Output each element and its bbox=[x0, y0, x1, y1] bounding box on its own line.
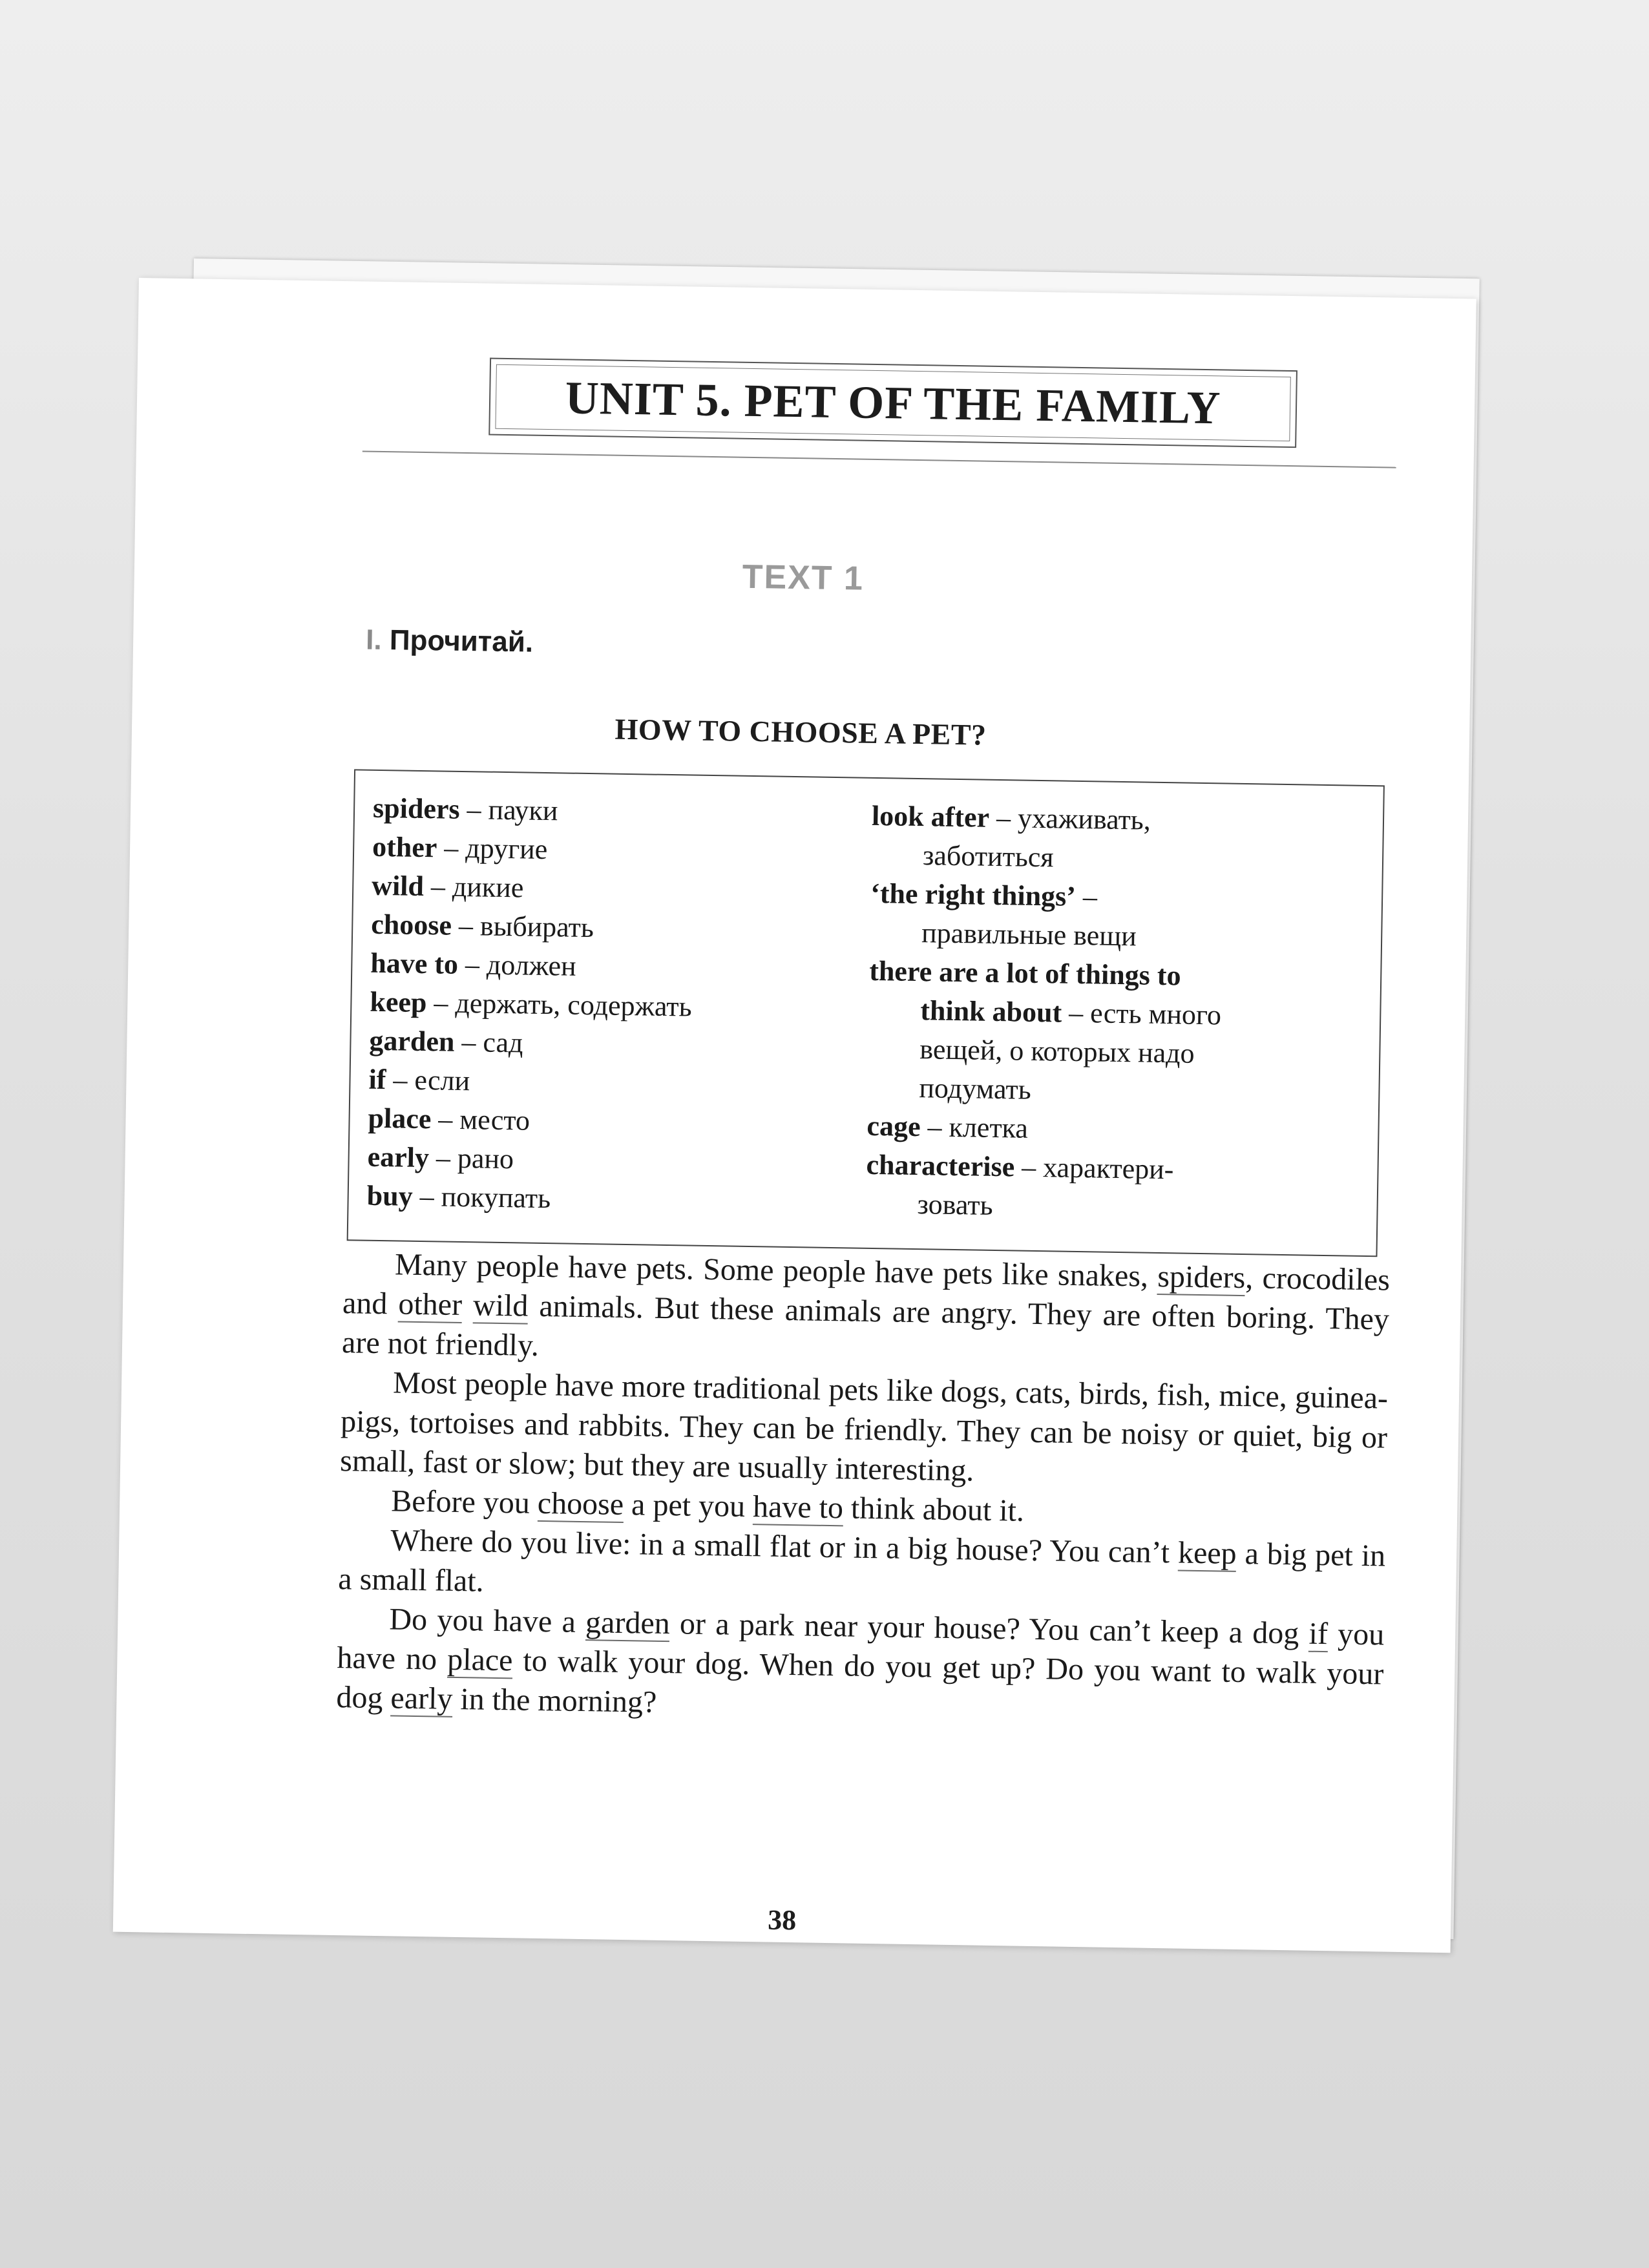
text-run: Where do you live: in a small flat or in a big house? You can’t bbox=[390, 1523, 1179, 1570]
vocabulary-box bbox=[347, 769, 1385, 1257]
vocab-entry-continuation bbox=[865, 1184, 1363, 1231]
vocab-entry bbox=[366, 1177, 858, 1223]
vocab-translation: – место bbox=[430, 1103, 530, 1137]
vocab-translation: – сад bbox=[454, 1025, 523, 1059]
text-run: Many people have pets. Some people have pets like snakes, bbox=[394, 1247, 1158, 1294]
vocab-word: buy bbox=[366, 1179, 414, 1212]
vocab-translation: – пауки bbox=[459, 793, 558, 827]
underlined-word: have to bbox=[752, 1489, 844, 1526]
text-run: Before you bbox=[390, 1484, 538, 1520]
vocab-word: choose bbox=[370, 908, 452, 941]
vocab-translation: – если bbox=[386, 1064, 470, 1097]
unit-title: UNIT 5. PET OF THE FAMILY bbox=[565, 371, 1221, 434]
vocab-translation: – рано bbox=[428, 1142, 514, 1175]
reading-text bbox=[336, 1244, 1390, 1733]
text-run: you have no bbox=[337, 1617, 1385, 1677]
text-run: to walk your dog. When do you get up? Do you want to walk your dog bbox=[336, 1643, 1384, 1716]
vocab-word: ‘the right things’ bbox=[870, 877, 1077, 912]
vocab-word: other bbox=[372, 830, 437, 864]
vocabulary-right-column bbox=[865, 797, 1369, 1231]
underlined-word: other bbox=[398, 1286, 463, 1323]
page-number: 38 bbox=[767, 1904, 797, 1937]
vocab-word: spiders bbox=[372, 792, 461, 825]
vocab-word: place bbox=[368, 1102, 432, 1135]
paragraph: Most people have more traditional pets like dogs, cats, birds, fish, mice, guinea-pigs, tortoises and rabbits. They can be friendly. They can be noisy or quiet, big or small, fast or slow; but they are usually interesting. bbox=[339, 1365, 1389, 1488]
text-run: think about it. bbox=[843, 1491, 1025, 1528]
vocab-translation: – другие bbox=[437, 832, 548, 866]
text-heading: TEXT 1 bbox=[742, 558, 865, 598]
text-run: animals. But these animals are angry. They are often boring. They are not friendly. bbox=[341, 1288, 1390, 1363]
vocab-translation: – клетка bbox=[920, 1111, 1029, 1144]
underlined-word: early bbox=[390, 1681, 453, 1716]
vocab-word: look after bbox=[871, 799, 990, 834]
text-run: in the morning? bbox=[452, 1681, 657, 1719]
exercise-number: I. bbox=[365, 624, 383, 656]
paragraph bbox=[342, 1244, 1391, 1378]
underlined-word: if bbox=[1308, 1616, 1329, 1652]
text-run: a big pet in a small flat. bbox=[337, 1536, 1386, 1599]
underlined-word: spiders bbox=[1157, 1259, 1246, 1296]
vocab-translation: – держать, содержать bbox=[426, 987, 693, 1023]
vocabulary-left-column bbox=[366, 789, 864, 1223]
vocab-translation: – должен bbox=[457, 948, 577, 982]
text-run: , crocodiles and bbox=[342, 1261, 1391, 1321]
header-rule bbox=[362, 450, 1396, 468]
underlined-word: choose bbox=[537, 1486, 624, 1522]
vocab-word: have to bbox=[370, 947, 459, 980]
vocab-translation: подумать bbox=[919, 1072, 1032, 1106]
vocab-word: keep bbox=[370, 985, 427, 1019]
paragraph bbox=[336, 1599, 1385, 1733]
vocab-translation: – дикие bbox=[423, 870, 524, 904]
vocab-word: characterise bbox=[866, 1148, 1015, 1183]
vocab-word: cage bbox=[867, 1109, 921, 1143]
vocab-translation: правильные вещи bbox=[921, 917, 1137, 952]
text-run: Do you have a bbox=[389, 1602, 586, 1640]
vocab-translation: заботиться bbox=[922, 839, 1055, 874]
text-run bbox=[462, 1288, 474, 1322]
vocab-word: there are a lot of things to bbox=[868, 954, 1181, 992]
underlined-word: wild bbox=[472, 1288, 529, 1323]
vocab-translation: – есть много bbox=[1061, 996, 1222, 1031]
unit-title-frame bbox=[488, 358, 1297, 448]
exercise-text: Прочитай. bbox=[389, 624, 534, 658]
text-run: or a park near your house? You can’t keep a dog bbox=[669, 1606, 1310, 1651]
story-title: HOW TO CHOOSE A PET? bbox=[614, 712, 987, 751]
vocab-translation: – покупать bbox=[412, 1180, 551, 1215]
textbook-page bbox=[113, 278, 1476, 1953]
vocab-word: garden bbox=[369, 1024, 455, 1058]
vocab-translation: – ухаживать, bbox=[989, 801, 1151, 836]
exercise-instruction bbox=[366, 624, 534, 659]
underlined-word: place bbox=[446, 1642, 513, 1678]
vocab-word: if bbox=[368, 1063, 386, 1096]
vocab-translation: – характери- bbox=[1014, 1151, 1174, 1186]
vocab-translation: зовать bbox=[917, 1188, 994, 1221]
vocab-word: early bbox=[367, 1140, 430, 1174]
vocab-word: wild bbox=[371, 869, 425, 903]
underlined-word: garden bbox=[585, 1605, 671, 1641]
underlined-word: keep bbox=[1177, 1535, 1237, 1571]
vocab-translation: – bbox=[1075, 880, 1098, 913]
text-run: a pet you bbox=[623, 1487, 753, 1524]
vocab-word: think about bbox=[919, 994, 1062, 1029]
vocab-translation: – выбирать bbox=[451, 909, 594, 944]
vocab-translation: вещей, о которых надо bbox=[919, 1033, 1195, 1069]
